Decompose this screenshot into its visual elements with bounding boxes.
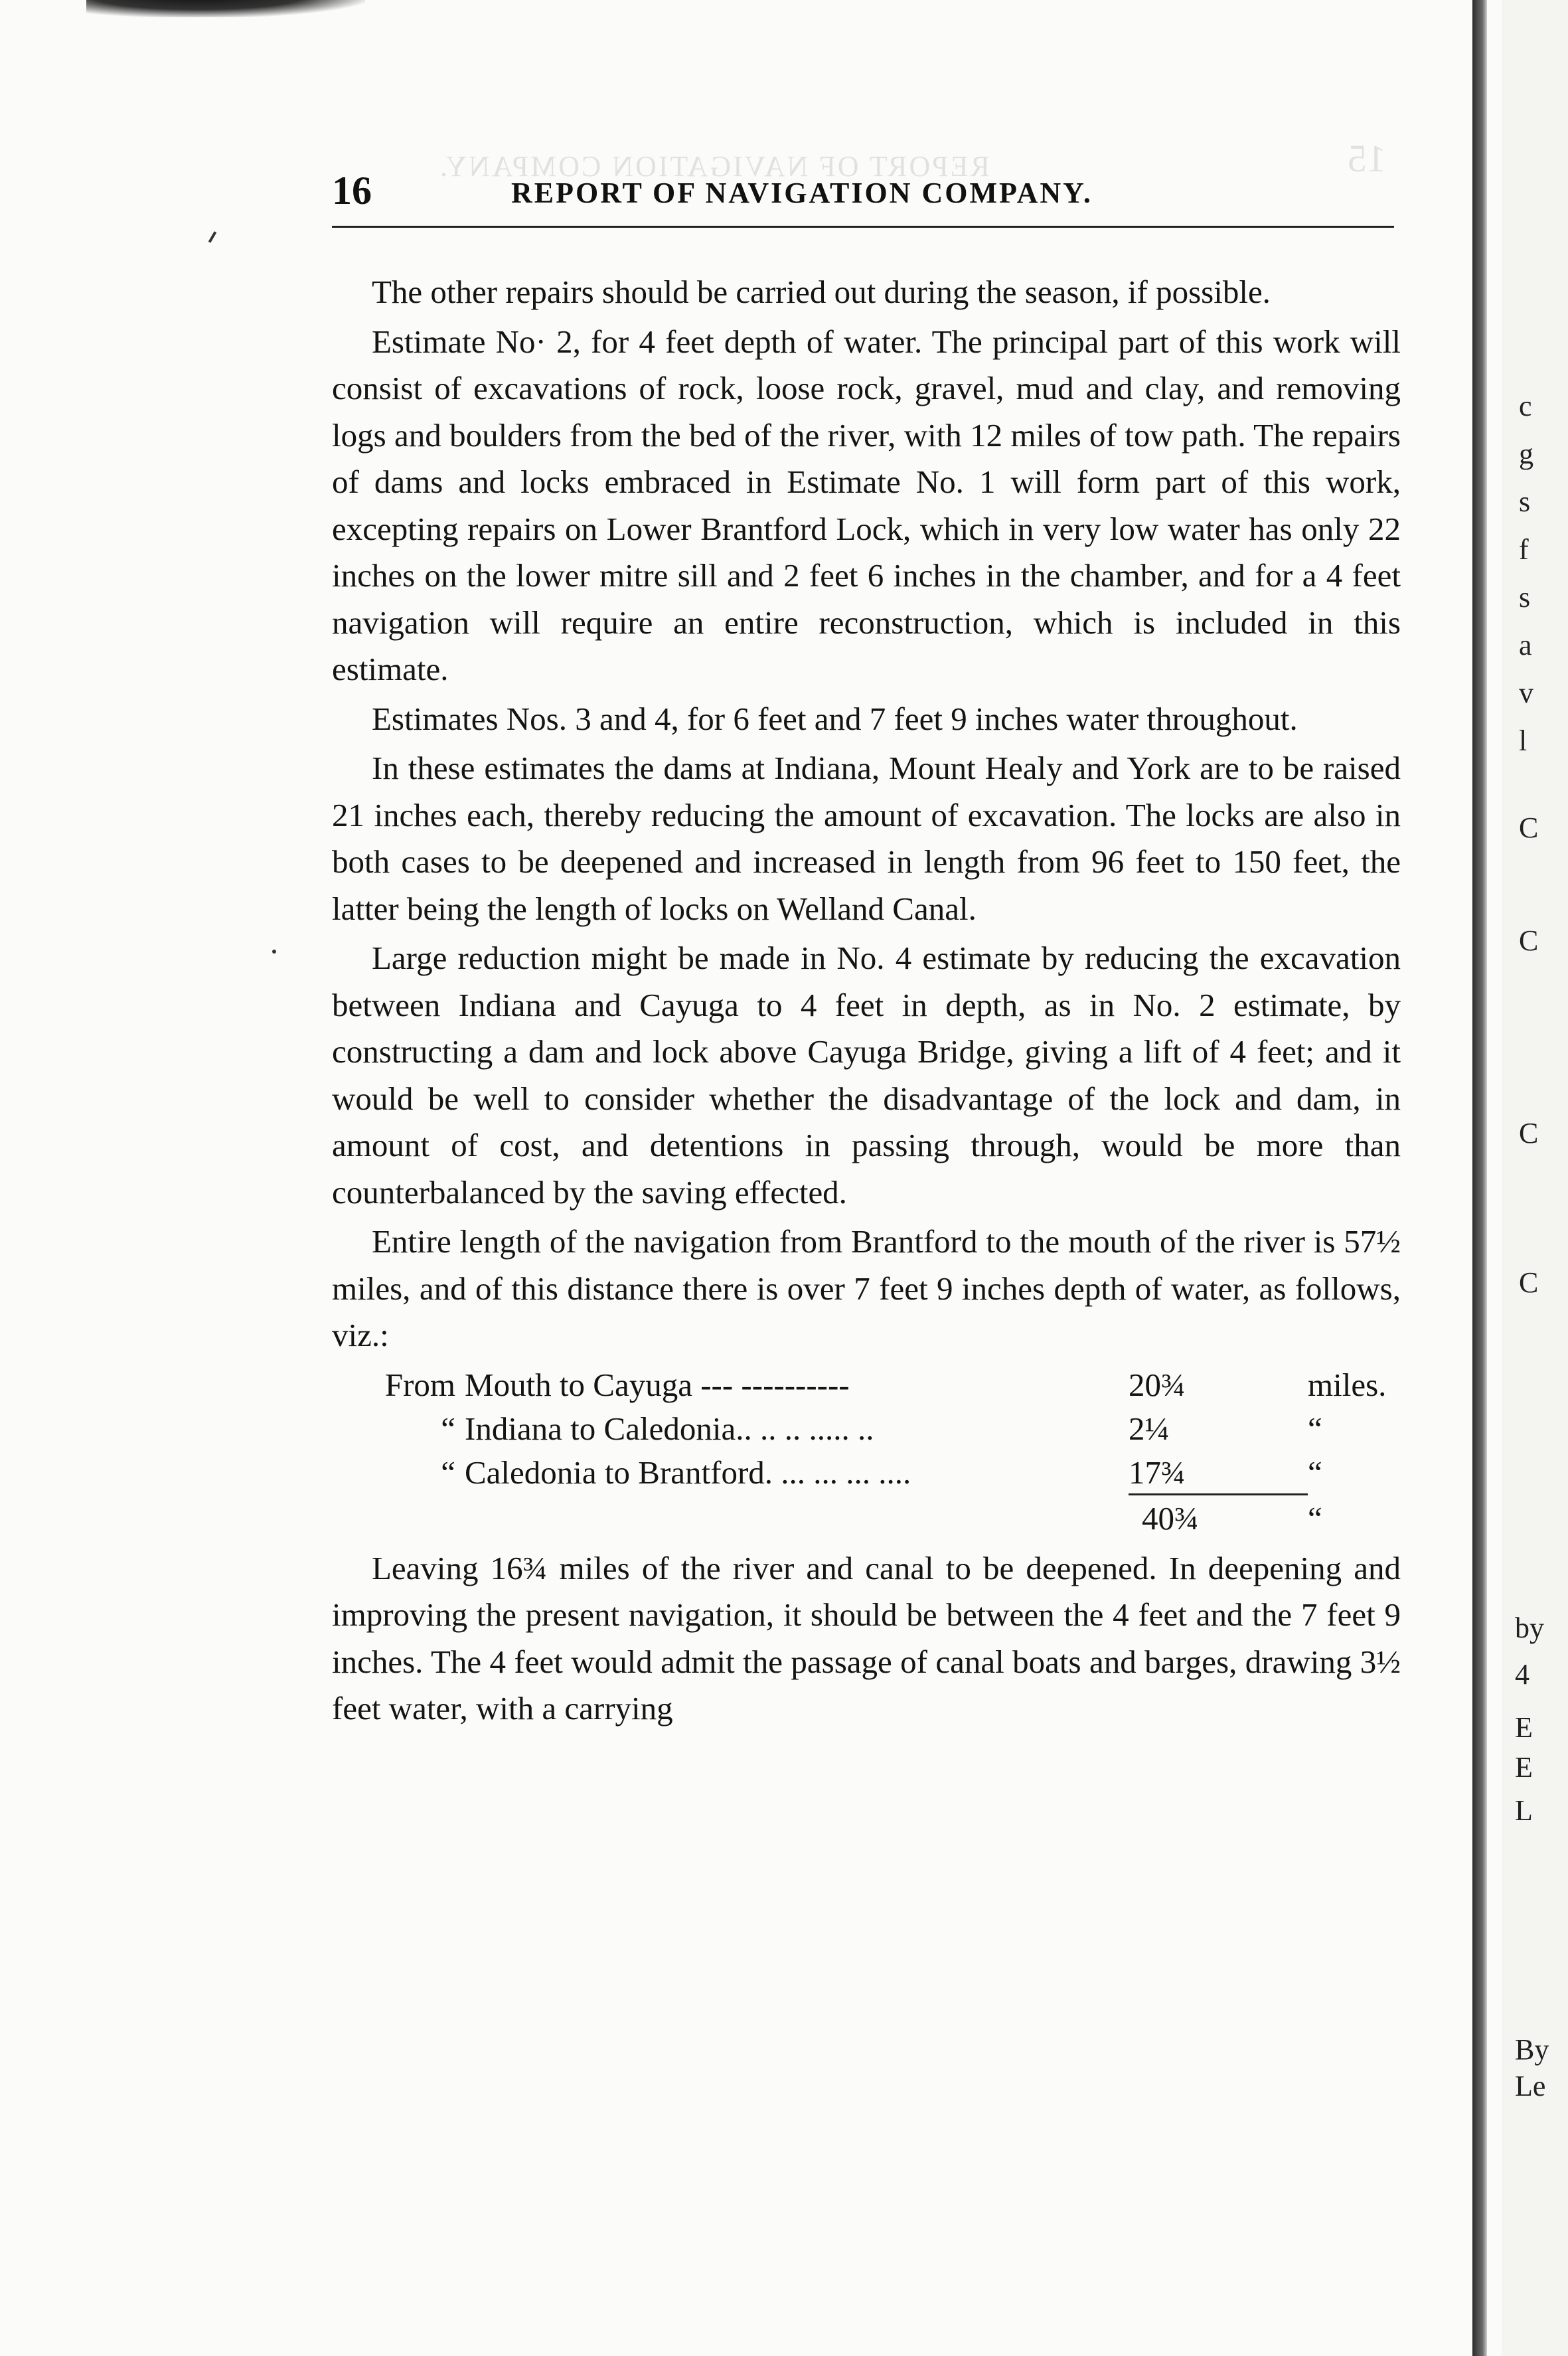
distance-prefix: “ (441, 1410, 455, 1447)
distance-table (332, 1362, 1401, 1541)
distance-unit: “ (1308, 1410, 1322, 1447)
distance-route: Indiana to Caledonia.. .. .. ..... .. (465, 1410, 874, 1447)
page-edge (1472, 0, 1487, 2356)
paragraph: Large reduction might be made in No. 4 estimate by reducing the excavation between Indiana and Cayuga to 4 feet in depth, as in No. 2 estimate, by constructing a dam and lock above Cayuga Bridge, giving a lift of 4 feet; and it would be well to consider whether the disadvantage of the lock and dam, in amount of cost, and detentions in passing through, would be more than counterbalanced by the saving effected. (332, 940, 1401, 1211)
adjacent-page-fragment: C (1519, 811, 1539, 844)
paragraph: Entire length of the navigation from Brantford to the mouth of the river is 57½ miles, and of this distance there is over 7 feet 9 inches depth of water, as follows, viz.: (332, 1223, 1401, 1353)
distance-total-row (332, 1493, 1401, 1541)
paragraph: The other repairs should be carried out during the season, if possible. (372, 274, 1271, 310)
adjacent-page-fragment: s (1519, 485, 1531, 518)
adjacent-page-fragment: C (1519, 1266, 1539, 1299)
adjacent-page-fragment: By (1515, 2033, 1549, 2066)
adjacent-page-fragment: C (1519, 924, 1539, 957)
paragraph: In these estimates the dams at Indiana, Mount Healy and York are to be raised 21 inches each, thereby reducing the amount of excavation. The locks are also in both cases to be deepened and increased in length from 96 feet to 150 feet, the latter being the length of locks on Welland Canal. (332, 750, 1401, 927)
paragraph: Leaving 16¾ miles of the river and canal to be deepened. In deepening and improving the present navigation, it should be between the 4 feet and the 7 feet 9 inches. The 4 feet would admit the passage of canal boats and barges, drawing 3½ feet water, with a carrying (332, 1549, 1401, 1726)
bleed-through-header: REPORT OF NAVIGATION COMPANY. (438, 150, 990, 183)
distance-value: 20¾ (1129, 1366, 1186, 1403)
adjacent-page-fragment: L (1515, 1794, 1533, 1827)
adjacent-page-fragment: c (1519, 390, 1532, 422)
distance-row (332, 1362, 1401, 1406)
distance-unit: “ (1308, 1454, 1322, 1491)
adjacent-page-fragment: E (1515, 1751, 1533, 1784)
adjacent-page-fragment: a (1519, 629, 1532, 661)
adjacent-page-fragment: Le (1515, 2070, 1546, 2102)
distance-route: Caledonia to Brantford. ... ... ... .... (465, 1454, 911, 1491)
adjacent-page-fragment: 4 (1515, 1658, 1529, 1691)
adjacent-page-fragment: f (1519, 533, 1529, 566)
adjacent-page-fragment: by (1515, 1612, 1544, 1644)
distance-prefix: “ (441, 1454, 455, 1491)
distance-route: Mouth to Cayuga --- ---------- (465, 1366, 850, 1403)
distance-unit: miles. (1308, 1366, 1387, 1403)
ink-smudge (86, 0, 365, 17)
header-rule (332, 226, 1394, 228)
adjacent-page-fragment: l (1519, 724, 1528, 757)
distance-total-value: 40¾ (1129, 1493, 1308, 1543)
bleed-through-page-number: 15 (1348, 137, 1386, 180)
adjacent-page-fragment: v (1519, 677, 1533, 709)
page-header (332, 168, 1394, 221)
running-head: REPORT OF NAVIGATION COMPANY. (511, 177, 1093, 209)
paragraph: Estimates Nos. 3 and 4, for 6 feet and 7 feet 9 inches water throughout. (372, 700, 1298, 737)
stray-mark (208, 231, 216, 243)
page-number: 16 (332, 169, 372, 212)
adjacent-page-fragment: E (1515, 1711, 1533, 1744)
adjacent-page-fragment: C (1519, 1117, 1539, 1149)
body-text (332, 269, 1401, 1735)
distance-row (332, 1406, 1401, 1450)
distance-value: 2¼ (1129, 1410, 1170, 1447)
paragraph: Estimate No· 2, for 4 feet depth of water. The principal part of this work will consist of excavations of rock, loose rock, gravel, mud and clay, and removing logs and boulders from the bed of the river, with 12 miles of tow path. The repairs of dams and locks embraced in Estimate No. 1 will form part of this work, excepting repairs on Lower Brantford Lock, which in very low water has only 22 inches on the lower mitre sill and 2 feet 6 inches in the chamber, and for a 4 feet navigation will require an entire reconstruction, which is included in this estimate. (332, 323, 1401, 687)
adjacent-page-fragment: s (1519, 581, 1531, 614)
adjacent-page-fragment: g (1519, 438, 1533, 470)
distance-row (332, 1450, 1401, 1493)
distance-total-unit: “ (1308, 1499, 1322, 1537)
stray-mark (272, 950, 276, 954)
adjacent-page (1502, 0, 1568, 2356)
distance-value: 17¾ (1129, 1454, 1186, 1491)
distance-prefix: From (384, 1366, 455, 1403)
